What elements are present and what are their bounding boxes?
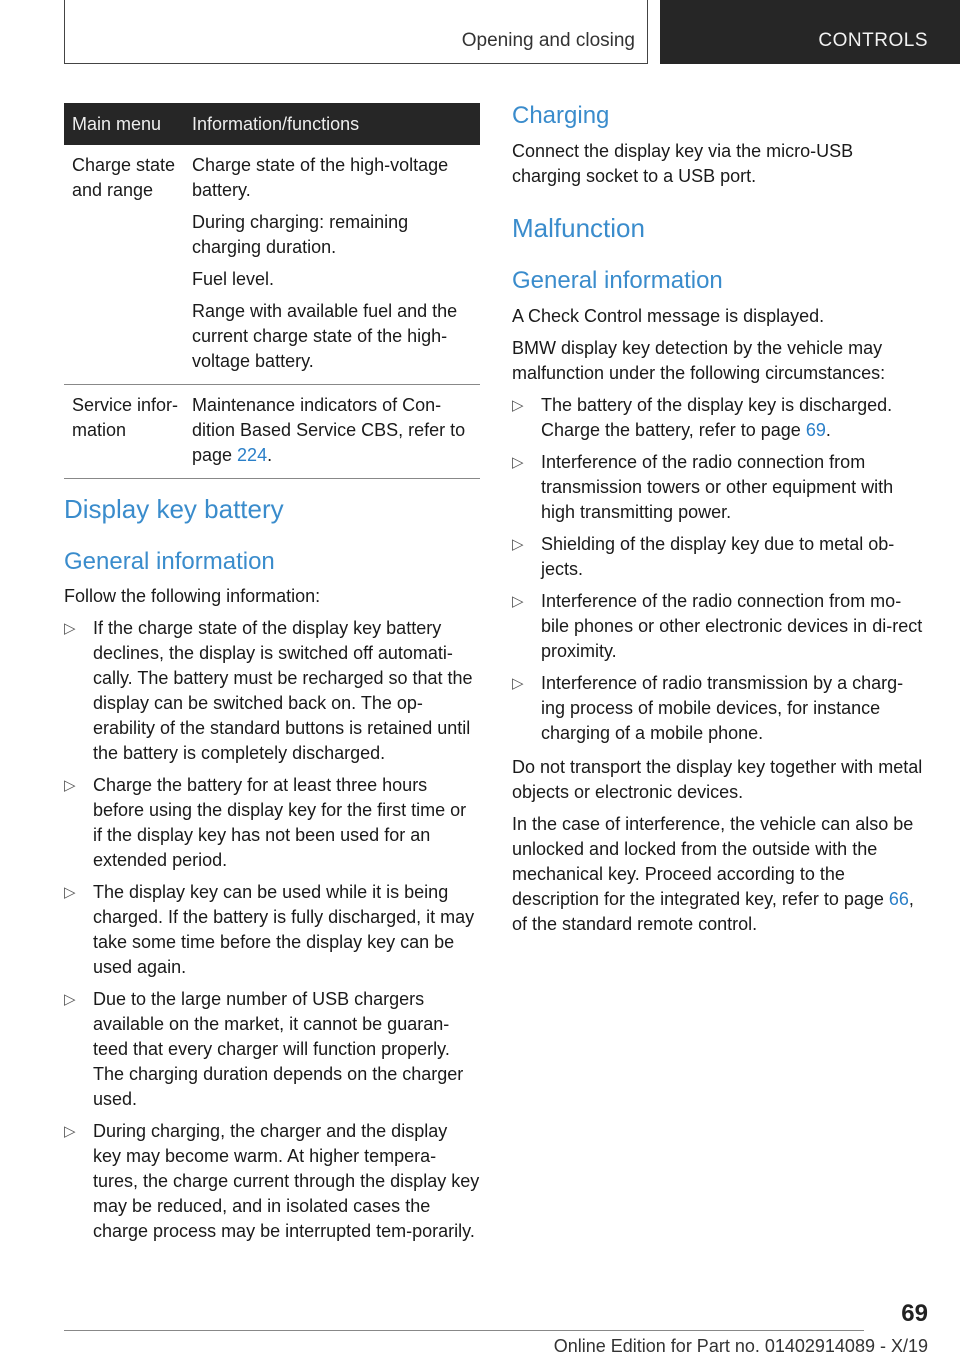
list-item-text: The display key can be used while it is being charged. If the battery is fully discharged, it may take some time before the display key can be used again.	[93, 882, 475, 977]
battery-bullet-list	[64, 616, 480, 1251]
header-chapter-box	[660, 0, 960, 64]
malfunction-title: Malfunction	[512, 213, 645, 243]
table-cell-info	[192, 393, 480, 468]
page-link-69[interactable]: 69	[805, 420, 826, 440]
battery-title: Display key battery	[64, 494, 284, 524]
list-item	[512, 671, 926, 746]
info-line: Charge state of the high-voltage battery.	[192, 155, 449, 200]
list-item	[512, 532, 926, 582]
table-header-information: Information/functions	[192, 113, 360, 134]
triangle-bullet-icon: ▷	[512, 593, 524, 610]
list-item	[64, 1119, 480, 1244]
list-item-text: If the charge state of the display key battery declines, the display is switched off automati-cally. The battery must be recharged so that the display can be switched back on. The op-erability of the standard buttons is retained until the battery is completely discharged.	[93, 618, 473, 763]
triangle-bullet-icon: ▷	[512, 536, 524, 553]
list-item	[64, 616, 480, 766]
page-link-66[interactable]: 66	[888, 889, 909, 909]
table-row	[64, 145, 480, 385]
triangle-bullet-icon: ▷	[512, 397, 524, 414]
info-line: During charging: remaining charging duration.	[192, 212, 409, 257]
chapter-title: CONTROLS	[818, 30, 928, 51]
info-text-end: .	[267, 445, 273, 465]
list-item	[64, 880, 480, 980]
list-item	[512, 393, 926, 443]
triangle-bullet-icon: ▷	[64, 884, 76, 901]
footer-edition: Online Edition for Part no. 01402914089 - X/19	[553, 1336, 928, 1356]
charging-title: Charging	[512, 102, 610, 129]
triangle-bullet-icon: ▷	[64, 1123, 76, 1140]
triangle-bullet-icon: ▷	[512, 675, 524, 692]
malfunction-bullet-list	[512, 393, 926, 753]
info-line	[192, 393, 480, 468]
list-item-text-end: .	[825, 420, 831, 440]
triangle-bullet-icon: ▷	[512, 454, 524, 471]
triangle-bullet-icon: ▷	[64, 777, 76, 794]
list-item-text: Interference of radio transmission by a charg-ing process of mobile devices, for instance charging of a mobile phone.	[541, 673, 904, 743]
table-header-main-menu: Main menu	[72, 113, 162, 134]
malfunction-subtitle: General information	[512, 267, 723, 294]
list-item-text: During charging, the charger and the display key may become warm. At higher tempera-tures, the charge current through the display key may be reduced, and in isolated cases the charge process may be interrupted tem-porarily.	[93, 1121, 480, 1241]
section-title: Opening and closing	[461, 30, 635, 51]
list-item	[512, 589, 926, 664]
page-link-224[interactable]: 224	[237, 445, 268, 465]
page-number: 69	[901, 1300, 928, 1327]
p4-text: In the case of interference, the vehicle can also be unlocked and locked from the outside with the mechanical key. Proceed according to the description for the integrated key, refer to page	[512, 814, 914, 909]
triangle-bullet-icon: ▷	[64, 991, 76, 1008]
list-item-text: Shielding of the display key due to metal ob-jects.	[541, 534, 895, 579]
list-item-text: Due to the large number of USB chargers available on the market, it cannot be guaran-teed that every charger will function properly. The charging duration depends on the charger used.	[93, 989, 464, 1109]
triangle-bullet-icon: ▷	[64, 620, 76, 637]
table-cell-label: Charge state and range	[72, 155, 176, 200]
info-text: Maintenance indicators of Con-dition Based Service CBS, refer to page	[192, 395, 466, 465]
malfunction-p4	[512, 812, 926, 937]
table-cell-label: Service infor-mation	[72, 395, 179, 440]
battery-intro: Follow the following information:	[64, 586, 321, 606]
list-item-text: The battery of the display key is discharged. Charge the battery, refer to page	[541, 395, 893, 440]
list-item	[64, 987, 480, 1112]
info-table	[64, 103, 480, 479]
list-item-text: Interference of the radio connection from mo-bile phones or other electronic devices in di-rect proximity.	[541, 591, 923, 661]
table-cell-info	[192, 153, 480, 374]
footer-divider	[64, 1330, 864, 1331]
list-item	[64, 773, 480, 873]
malfunction-p1: A Check Control message is displayed.	[512, 306, 825, 326]
table-header	[64, 103, 480, 145]
battery-subtitle: General information	[64, 548, 275, 575]
header-section-box	[64, 0, 648, 64]
malfunction-p2: BMW display key detection by the vehicle may malfunction under the following circumstances:	[512, 338, 886, 383]
table-row	[64, 385, 480, 479]
info-line: Fuel level.	[192, 269, 275, 289]
p4-text-end: , of the standard remote control.	[512, 889, 914, 934]
charging-text: Connect the display key via the micro-USB charging socket to a USB port.	[512, 141, 854, 186]
list-item	[512, 450, 926, 525]
info-line: Range with available fuel and the current charge state of the high-voltage battery.	[192, 301, 458, 371]
list-item-text: Charge the battery for at least three hours before using the display key for the first time or if the display key has not been used for an extended period.	[93, 775, 467, 870]
malfunction-p3: Do not transport the display key together with metal objects or electronic devices.	[512, 757, 923, 802]
list-item-text: Interference of the radio connection from transmission towers or other equipment with high transmitting power.	[541, 452, 894, 522]
